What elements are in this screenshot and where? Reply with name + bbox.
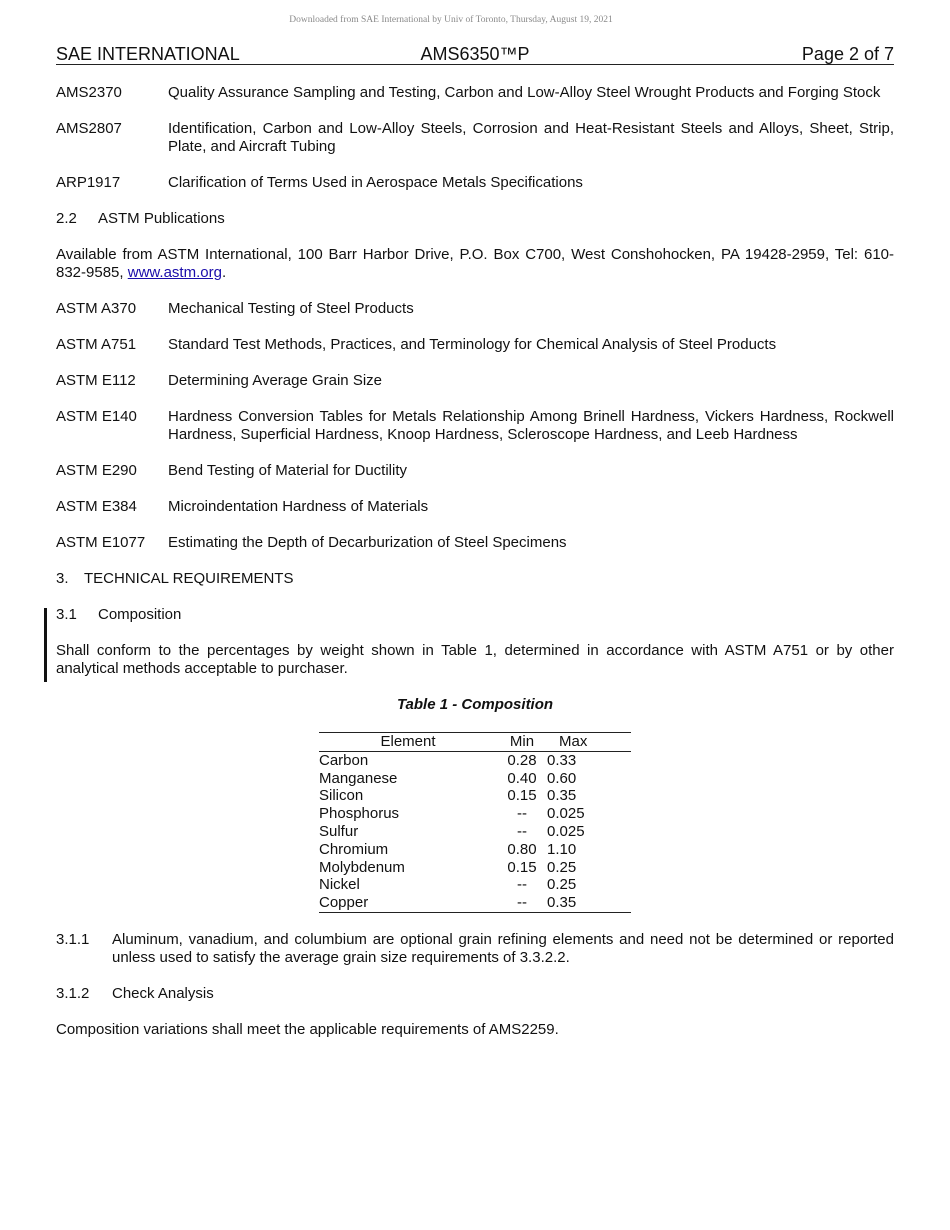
section-title: TECHNICAL REQUIREMENTS: [84, 570, 294, 587]
column-header-min: Min: [497, 733, 547, 752]
reference-item: [56, 372, 894, 390]
ams-reference-list: [56, 84, 894, 192]
cell-element: Sulfur: [319, 822, 359, 840]
cell-min: 0.40: [507, 769, 537, 787]
reference-code: ASTM A751: [56, 336, 137, 353]
table-row: [319, 770, 631, 788]
section-number: 3.: [56, 570, 69, 587]
table-row: [319, 823, 631, 841]
reference-title: Microindentation Hardness of Materials: [168, 498, 429, 515]
reference-item: [56, 408, 894, 444]
cell-element: Chromium: [319, 840, 389, 858]
reference-code: AMS2807: [56, 120, 122, 137]
reference-title: Estimating the Depth of Decarburization of Steel Specimens: [168, 534, 567, 551]
cell-min: 0.15: [507, 858, 537, 876]
table-row: [319, 841, 631, 859]
section-number: 3.1.1: [56, 930, 90, 948]
table-row: [319, 876, 631, 894]
document-body: [56, 84, 894, 1057]
cell-max: 0.025: [547, 822, 585, 840]
section-heading-3-1-2: [56, 985, 894, 1003]
cell-max: 0.60: [547, 769, 577, 787]
section-title: ASTM Publications: [98, 210, 225, 227]
cell-min: --: [497, 894, 547, 912]
reference-item: [56, 300, 894, 318]
revision-change-bar: [44, 608, 47, 682]
page-header: [56, 44, 894, 65]
reference-code: ASTM E140: [56, 408, 137, 425]
availability-period: .: [221, 264, 227, 281]
reference-title: Standard Test Methods, Practices, and Terminology for Chemical Analysis of Steel Products: [168, 336, 777, 353]
table-header-row: [319, 733, 631, 752]
composition-table: [319, 732, 631, 913]
section-3-1-1: [56, 931, 894, 967]
section-number: 3.1: [56, 606, 77, 623]
reference-title: Clarification of Terms Used in Aerospace Metals Specifications: [168, 174, 583, 191]
section-text: Aluminum, vanadium, and columbium are optional grain refining elements and need not be determined or reported unless used to satisfy the average grain size requirements of 3.3.2.2.: [112, 930, 894, 966]
astm-availability-paragraph: [56, 246, 894, 282]
cell-max: 1.10: [547, 840, 577, 858]
section-heading-2-2: [56, 210, 894, 228]
cell-max: 0.25: [547, 858, 577, 876]
section-number: 2.2: [56, 210, 77, 227]
reference-code: ASTM E384: [56, 498, 137, 515]
table-row: [319, 751, 631, 769]
cell-max: 0.33: [547, 751, 577, 769]
reference-item: [56, 462, 894, 480]
availability-text: Available from ASTM International, 100 Barr Harbor Drive, P.O. Box C700, West Conshohocken, PA 19428-2959, Tel: 610-832-9585,: [56, 246, 894, 281]
reference-item: [56, 336, 894, 354]
cell-min: --: [517, 822, 527, 840]
composition-paragraph: Shall conform to the percentages by weight shown in Table 1, determined in accordance with ASTM A751 or by other analytical methods acceptable to purchaser.: [56, 642, 894, 677]
reference-title: Identification, Carbon and Low-Alloy Steels, Corrosion and Heat-Resistant Steels and Alloys, Sheet, Strip, Plate, and Aircraft Tubing: [168, 120, 894, 155]
reference-code: ASTM E112: [56, 372, 136, 389]
download-watermark: Downloaded from SAE International by Univ of Toronto, Thursday, August 19, 2021: [289, 15, 613, 25]
reference-item: [56, 84, 894, 102]
cell-min: 0.28: [507, 751, 537, 769]
table-row: [319, 894, 631, 912]
reference-item: [56, 120, 894, 156]
cell-max: 0.025: [547, 805, 585, 823]
table-row: [319, 859, 631, 877]
column-header-element: Element: [319, 733, 497, 752]
check-analysis-paragraph: Composition variations shall meet the applicable requirements of AMS2259.: [56, 1020, 559, 1038]
table-caption: Table 1 - Composition: [396, 696, 554, 713]
section-title: Check Analysis: [112, 984, 214, 1002]
section-title: Composition: [98, 606, 182, 623]
astm-reference-list: [56, 300, 894, 552]
reference-code: AMS2370: [56, 84, 122, 101]
cell-element: Phosphorus: [319, 805, 400, 823]
cell-element: Carbon: [319, 751, 369, 769]
cell-min: --: [517, 876, 527, 894]
reference-code: ASTM E290: [56, 462, 137, 479]
reference-title: Bend Testing of Material for Ductility: [168, 462, 407, 479]
cell-element: Nickel: [319, 876, 360, 894]
reference-item: [56, 498, 894, 516]
cell-element: Silicon: [319, 787, 364, 805]
cell-max: 0.25: [547, 876, 577, 894]
reference-item: [56, 174, 894, 192]
table-row: [319, 787, 631, 805]
column-header-max: Max: [547, 733, 631, 752]
cell-element: Molybdenum: [319, 858, 405, 876]
reference-code: ASTM A370: [56, 300, 137, 317]
cell-min: 0.80: [507, 840, 537, 858]
header-document-number: AMS6350™P: [420, 44, 530, 64]
reference-title: Determining Average Grain Size: [168, 372, 382, 389]
reference-title: Quality Assurance Sampling and Testing, Carbon and Low-Alloy Steel Wrought Products and Forging Stock: [168, 84, 881, 101]
section-number: 3.1.2: [56, 984, 90, 1002]
cell-max: 0.35: [547, 787, 577, 805]
reference-title: Mechanical Testing of Steel Products: [168, 300, 414, 317]
section-heading-3: [56, 570, 894, 588]
header-page-number: Page 2 of 7: [801, 44, 894, 64]
reference-item: [56, 534, 894, 552]
reference-code: ARP1917: [56, 174, 121, 191]
table-row: [319, 805, 631, 823]
cell-min: --: [517, 805, 527, 823]
cell-max: 0.35: [547, 894, 631, 912]
cell-element: Copper: [319, 894, 497, 912]
reference-code: ASTM E1077: [56, 534, 146, 551]
cell-min: 0.15: [507, 787, 537, 805]
astm-website-link[interactable]: www.astm.org: [127, 264, 222, 281]
cell-element: Manganese: [319, 769, 398, 787]
section-heading-3-1: [56, 606, 894, 624]
header-organization: SAE INTERNATIONAL: [56, 44, 240, 64]
reference-title: Hardness Conversion Tables for Metals Relationship Among Brinell Hardness, Vickers Hardness, Rockwell Hardness, Superficial Hardness, Knoop Hardness, Scleroscope Hardness, and Leeb Hardness: [168, 408, 894, 443]
